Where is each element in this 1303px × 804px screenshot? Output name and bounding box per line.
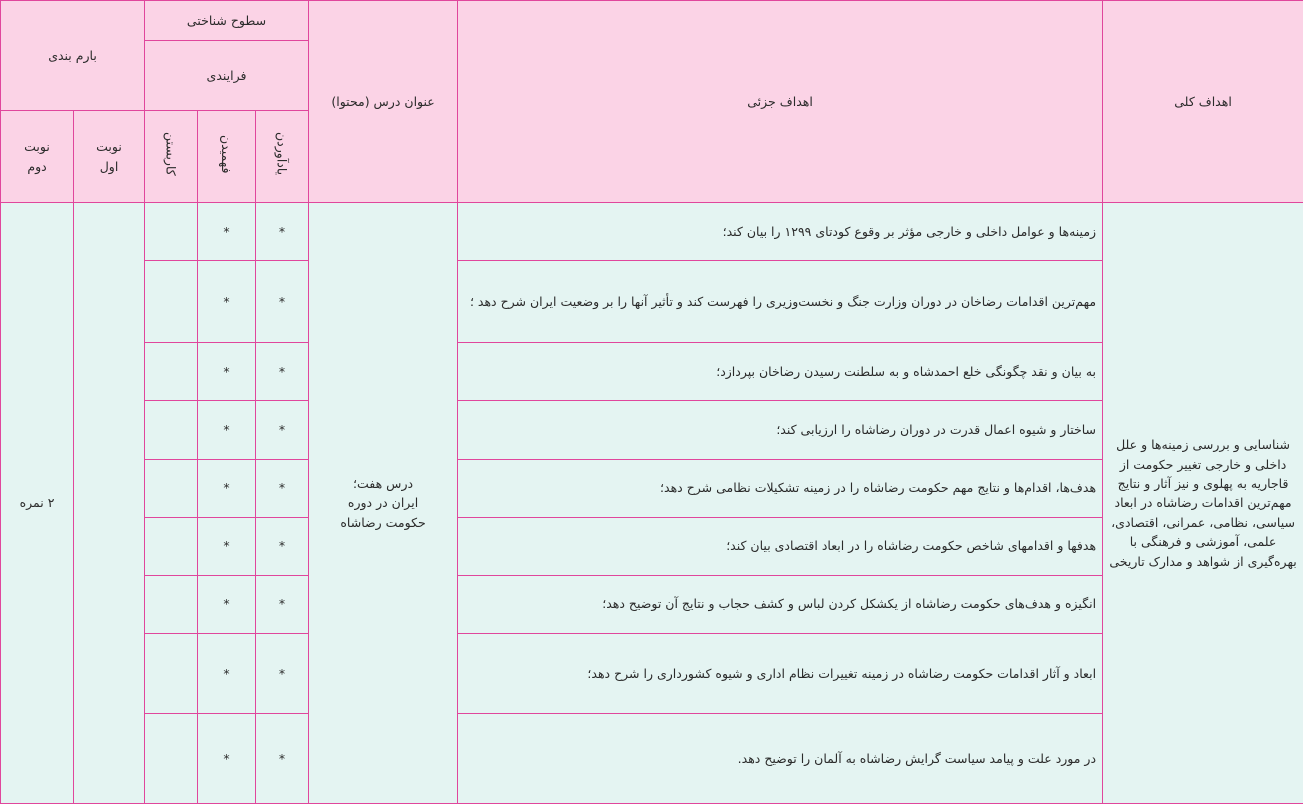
header-lesson-title: عنوان درس (محتوا) [309, 1, 458, 203]
understand-mark: * [198, 203, 256, 261]
objective-text: مهم‌ترین اقدامات رضاخان در دوران وزارت جنگ و نخست‌وزیری را فهرست کند و تأثیر آنها را بر وضعیت ایران شرح دهد ؛ [458, 261, 1103, 343]
apply-mark [145, 517, 198, 575]
apply-mark [145, 633, 198, 713]
recall-mark: * [256, 713, 309, 803]
apply-mark [145, 261, 198, 343]
objective-text: زمینه‌ها و عوامل داخلی و خارجی مؤثر بر وقوع کودتای ۱۲۹۹ را بیان کند؛ [458, 203, 1103, 261]
header-understand: فهمیدن [219, 134, 235, 174]
recall-mark: * [256, 261, 309, 343]
recall-mark: * [256, 459, 309, 517]
recall-mark: * [256, 343, 309, 401]
understand-mark: * [198, 517, 256, 575]
understand-mark: * [198, 459, 256, 517]
objective-text: انگیزه و هدف‌های حکومت رضاشاه از یکشکل کردن لباس و کشف حجاب و نتایج آن توضیح دهد؛ [458, 575, 1103, 633]
lesson-title: درس هفت؛ ایران در دوره حکومت رضاشاه [309, 203, 458, 804]
apply-mark [145, 575, 198, 633]
header-first-term: نوبت اول [74, 111, 145, 203]
header-cognitive-levels: سطوح شناختی [145, 1, 309, 41]
header-grading: بارم بندی [1, 1, 145, 111]
apply-mark [145, 459, 198, 517]
understand-mark: * [198, 575, 256, 633]
header-process: فرایندی [145, 41, 309, 111]
recall-mark: * [256, 575, 309, 633]
objective-text: هدفها و اقدامهای شاخص حکومت رضاشاه را در ابعاد اقتصادی بیان کند؛ [458, 517, 1103, 575]
apply-mark [145, 401, 198, 459]
understand-mark: * [198, 633, 256, 713]
second-term-score: ۲ نمره [1, 203, 74, 804]
header-second-term: نوبت دوم [1, 111, 74, 203]
understand-mark: * [198, 713, 256, 803]
header-apply: کاربستن [163, 132, 179, 176]
understand-mark: * [198, 261, 256, 343]
first-term-score [74, 203, 145, 804]
header-recall: یادآوردن [274, 132, 290, 176]
objective-text: در مورد علت و پیامد سیاست گرایش رضاشاه به آلمان را توضیح دهد. [458, 713, 1103, 803]
recall-mark: * [256, 401, 309, 459]
apply-mark [145, 343, 198, 401]
recall-mark: * [256, 203, 309, 261]
header-general-goals: اهداف کلی [1103, 1, 1303, 203]
recall-mark: * [256, 633, 309, 713]
general-goal: شناسایی و بررسی زمینه‌ها و علل داخلی و خارجی تغییر حکومت از قاجاریه به پهلوی و نیز آثار و نتایج مهم‌ترین اقدامات رضاشاه در ابعاد سیاسی، نظامی، عمرانی، اقتصادی، علمی، آموزشی و فرهنگی با بهره‌گیری از شواهد و مدارک تاریخی [1103, 203, 1303, 804]
header-specific-goals: اهداف جزئی [458, 1, 1103, 203]
objective-text: ساختار و شیوه اعمال قدرت در دوران رضاشاه را ارزیابی کند؛ [458, 401, 1103, 459]
understand-mark: * [198, 343, 256, 401]
recall-mark: * [256, 517, 309, 575]
apply-mark [145, 203, 198, 261]
apply-mark [145, 713, 198, 803]
objective-text: ابعاد و آثار اقدامات حکومت رضاشاه در زمینه تغییرات نظام اداری و شیوه کشورداری را شرح دهد؛ [458, 633, 1103, 713]
objective-text: هدف‌ها، اقدام‌ها و نتایج مهم حکومت رضاشاه را در زمینه تشکیلات نظامی شرح دهد؛ [458, 459, 1103, 517]
understand-mark: * [198, 401, 256, 459]
objective-text: به بیان و نقد چگونگی خلع احمدشاه و به سلطنت رسیدن رضاخان بپردازد؛ [458, 343, 1103, 401]
